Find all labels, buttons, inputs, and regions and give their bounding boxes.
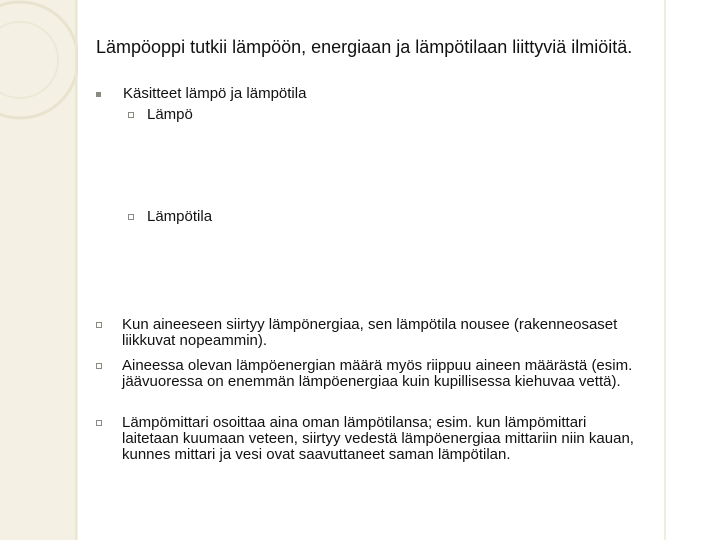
list-item [96, 415, 641, 463]
decorative-ring-outer [0, 2, 78, 118]
sub-item-label: Lämpö [147, 106, 193, 123]
slide-title [96, 36, 656, 58]
concepts-heading: Käsitteet lämpö ja lämpötila [123, 85, 307, 102]
sub-item-lampo [128, 107, 648, 123]
hollow-square-bullet-icon [128, 112, 134, 118]
sub-item-lampotila [128, 209, 648, 225]
decorative-left-band [0, 0, 78, 540]
hollow-square-bullet-icon [128, 214, 134, 220]
hollow-square-bullet-icon [96, 420, 102, 426]
list-item-text: Lämpömittari osoittaa aina oman lämpötilansa; esim. kun lämpömittari laitetaan kuumaan veteen, siirtyy vedestä lämpöenergiaa mittariin niin kauan, kunnes mittari ja vesi ovat saavuttaneet saman lämpötilan. [122, 414, 634, 463]
title-term: Lämpöoppi [96, 37, 186, 57]
title-rest: tutkii lämpöön, energiaan ja lämpötilaan liittyviä ilmiöitä. [185, 37, 633, 57]
hollow-square-bullet-icon [96, 322, 102, 328]
sub-item-label: Lämpötila [147, 208, 213, 225]
list-item [96, 317, 641, 349]
list-item-text: Kun aineeseen siirtyy lämpönergiaa, sen lämpötila nousee (rakenneosaset liikkuvat nopeammin). [122, 316, 618, 349]
square-bullet-icon [96, 92, 101, 97]
decorative-right-rule [664, 0, 666, 540]
hollow-square-bullet-icon [96, 363, 102, 369]
list-item [96, 358, 641, 390]
decorative-rings [0, 0, 78, 540]
concepts-bullet [96, 86, 656, 102]
decorative-ring-inner [0, 22, 58, 98]
list-item-text: Aineessa olevan lämpöenergian määrä myös riippuu aineen määrästä (esim. jäävuoressa on enemmän lämpöenergiaa kuin kupillisessa kiehuvaa vettä). [122, 357, 633, 390]
